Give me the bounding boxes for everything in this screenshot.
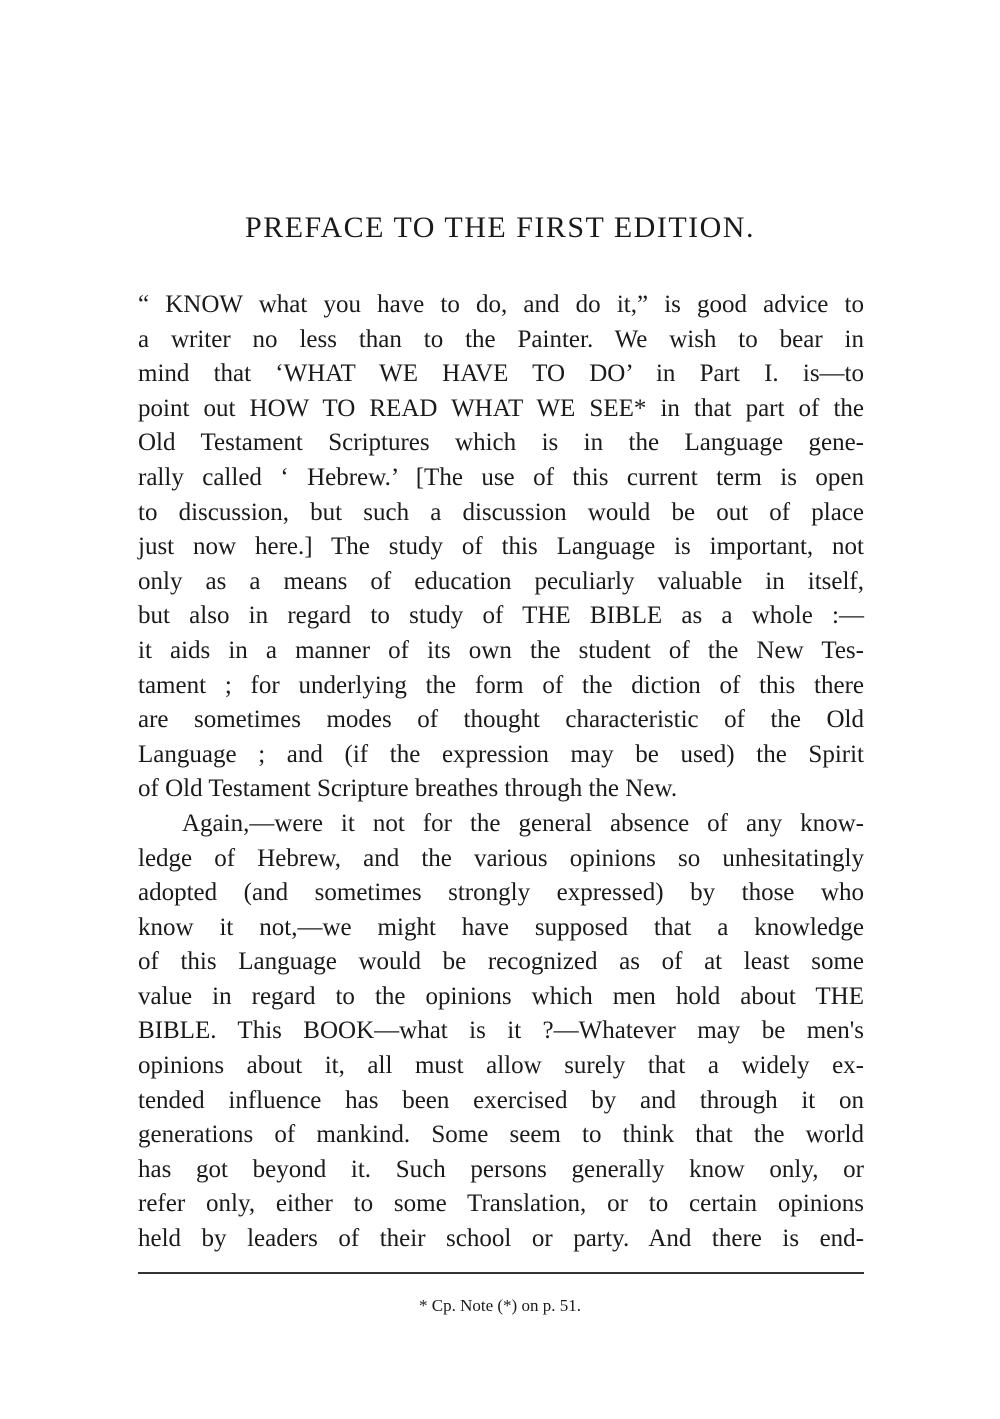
page-title: PREFACE TO THE FIRST EDITION. [245,211,755,244]
text-line: BIBLE. This BOOK—what is it ?—Whatever may be men's [138,1017,864,1045]
text-line: generations of mankind. Some seem to think that the world [138,1121,864,1149]
text-line: but also in regard to study of THE BIBLE as a whole :— [138,602,864,630]
footnote: * Cp. Note (*) on p. 51. [419,1296,581,1315]
text-line: of this Language would be recognized as of at least some [138,948,864,976]
text-line: tament ; for underlying the form of the diction of this there [138,671,864,699]
text-line: ledge of Hebrew, and the various opinions so unhesitatingly [138,844,864,872]
text-line: a writer no less than to the Painter. We wish to bear in [138,325,864,353]
text-line: refer only, either to some Translation, or to certain opinions [138,1190,864,1218]
footnote-divider [138,1272,864,1274]
text-line: know it not,—we might have supposed that a knowledge [138,913,864,941]
text-line: adopted (and sometimes strongly expressed) by those who [138,879,864,907]
preface-body [138,288,864,1257]
text-line: point out HOW TO READ WHAT WE SEE* in that part of the [138,394,864,422]
text-line: rally called ‘ Hebrew.’ [The use of this current term is open [138,463,864,491]
text-line: has got beyond it. Such persons generally know only, or [138,1155,864,1183]
text-line: value in regard to the opinions which men hold about THE [138,982,864,1010]
text-line: “ KNOW what you have to do, and do it,” is good advice to [138,291,864,318]
text-line: tended influence has been exercised by and through it on [138,1086,864,1114]
text-line: of Old Testament Scripture breathes through the New. [138,775,678,803]
text-line: it aids in a manner of its own the student of the New Tes- [138,636,864,664]
text-line: are sometimes modes of thought characteristic of the Old [138,706,864,734]
text-line: mind that ‘WHAT WE HAVE TO DO’ in Part I. is—to [138,360,864,388]
text-line: Language ; and (if the expression may be used) the Spirit [138,740,864,768]
text-line: Old Testament Scriptures which is in the Language gene- [138,429,864,457]
text-line: to discussion, but such a discussion would be out of place [138,498,864,526]
text-line: just now here.] The study of this Language is important, not [138,533,864,561]
text-line: held by leaders of their school or party. And there is end- [138,1225,864,1253]
text-line: opinions about it, all must allow surely that a widely ex- [138,1052,864,1080]
text-line: Again,—were it not for the general absence of any know- [182,809,864,837]
text-line: only as a means of education peculiarly valuable in itself, [138,567,864,595]
